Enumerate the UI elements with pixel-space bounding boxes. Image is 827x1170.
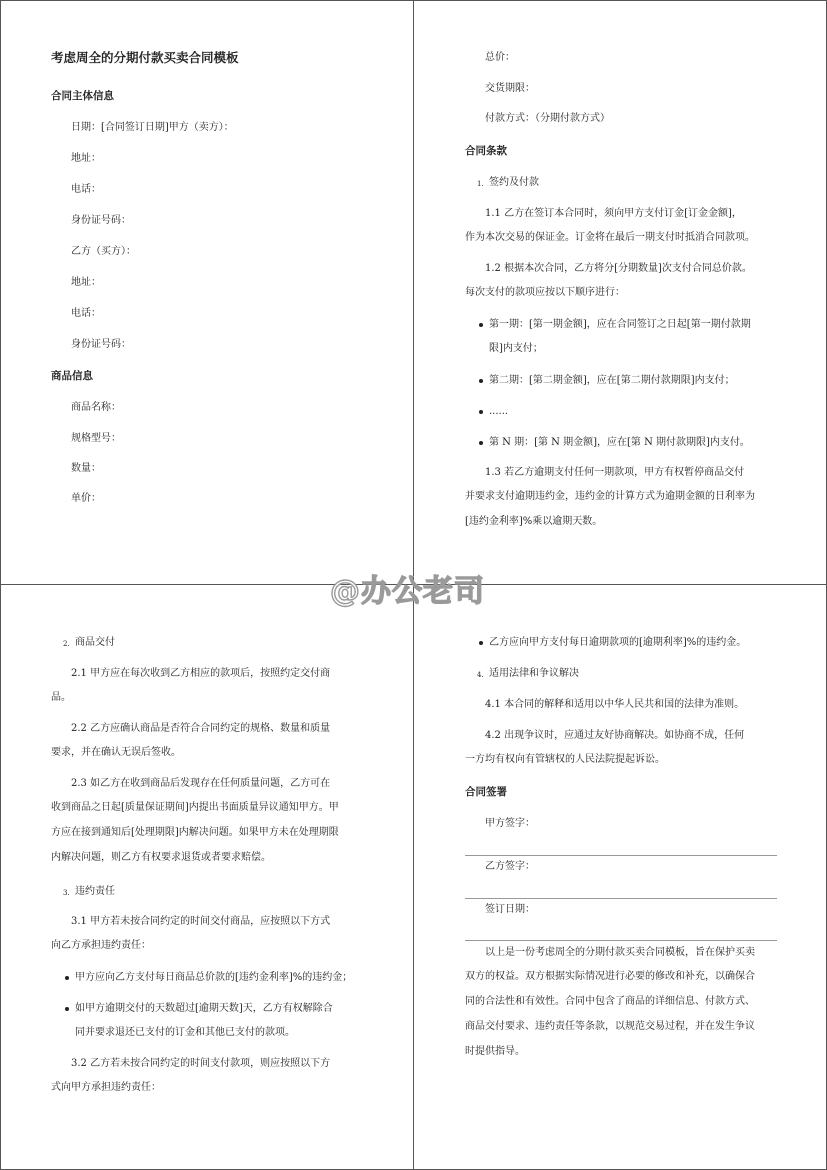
penalty-seller-1: 甲方应向乙方支付每日商品总价款的[违约金利率]%的违约金； xyxy=(75,972,353,983)
party-b-address: 地址： xyxy=(71,277,101,288)
party-b-signature-line xyxy=(465,898,777,899)
date-line: 日期：[合同签订日期]甲方（卖方）： xyxy=(71,122,234,133)
section-3-title: 违约责任 xyxy=(75,886,115,897)
clause-4-2-line1: 4.2 出现争议时，应通过友好协商解决。如协商不成，任何 xyxy=(485,730,745,741)
clause-1-1-line2: 作为本次交易的保证金。订金将在最后一期支付时抵消合同款项。 xyxy=(465,232,755,243)
party-a-address: 地址： xyxy=(71,153,101,164)
installment-1-line2: 限]内支付； xyxy=(489,343,543,354)
installment-1-line1: 第一期：[第一期金额]，应在合同签订之日起[第一期付款期 xyxy=(489,319,751,330)
clause-2-3-line3: 方应在接到通知后[处理期限]内解决问题。如果甲方未在处理期限 xyxy=(51,827,339,838)
goods-quantity: 数量： xyxy=(71,463,101,474)
section-3-number: 3. xyxy=(63,889,70,897)
delivery-term: 交货期限： xyxy=(485,83,535,94)
party-b-id: 身份证号码： xyxy=(71,339,131,350)
clause-1-3-line1: 1.3 若乙方逾期支付任何一期款项，甲方有权暂停商品交付 xyxy=(485,467,745,478)
clause-3-1-line1: 3.1 甲方若未按合同约定的时间交付商品，应按照以下方式 xyxy=(71,916,331,927)
party-b-label: 乙方（买方）： xyxy=(71,246,136,257)
closing-line5: 时提供指导。 xyxy=(465,1046,525,1057)
closing-line2: 双方的权益。双方根据实际情况进行必要的修改和补充，以确保合 xyxy=(465,971,755,982)
watermark: @办公老司 xyxy=(330,574,485,609)
party-a-phone: 电话： xyxy=(71,184,101,195)
clause-2-3-line2: 收到商品之日起[质量保证期间]内提出书面质量异议通知甲方。甲 xyxy=(51,802,339,813)
party-a-id: 身份证号码： xyxy=(71,215,131,226)
penalty-buyer: 乙方应向甲方支付每日逾期款项的[逾期利率]%的违约金。 xyxy=(489,637,747,648)
signing-date-line xyxy=(465,940,777,941)
goods-heading: 商品信息 xyxy=(51,370,93,382)
clause-2-2-line1: 2.2 乙方应确认商品是否符合合同约定的规格、数量和质量 xyxy=(71,723,331,734)
section-4-number: 4. xyxy=(477,671,484,679)
installment-n: 第 N 期：[第 N 期金额]，应在[第 N 期付款期限]内支付。 xyxy=(489,437,750,448)
clause-4-1: 4.1 本合同的解释和适用以中华人民共和国的法律为准则。 xyxy=(485,699,745,710)
goods-spec: 规格型号： xyxy=(71,433,121,444)
bullet-dot xyxy=(479,641,483,645)
clause-1-3-line2: 并要求支付逾期违约金，违约金的计算方式为逾期金额的日利率为 xyxy=(465,491,755,502)
clause-3-2-line2: 式向甲方承担违约责任： xyxy=(51,1082,161,1093)
party-b-phone: 电话： xyxy=(71,308,101,319)
goods-name: 商品名称： xyxy=(71,402,121,413)
bullet-dot xyxy=(479,379,483,383)
section-1-title: 签约及付款 xyxy=(489,177,539,188)
section-2-title: 商品交付 xyxy=(75,637,115,648)
party-a-signature-line xyxy=(465,855,777,856)
clause-2-2-line2: 要求，并在确认无误后签收。 xyxy=(51,747,181,758)
payment-method: 付款方式：（分期付款方式） xyxy=(485,113,610,124)
document-title: 考虑周全的分期付款买卖合同模板 xyxy=(51,50,239,65)
total-price: 总价： xyxy=(485,52,515,63)
party-b-signature-label: 乙方签字： xyxy=(485,861,535,872)
closing-line3: 同的合法性和有效性。合同中包含了商品的详细信息、付款方式、 xyxy=(465,996,755,1007)
clause-1-3-line3: [违约金利率]%乘以逾期天数。 xyxy=(465,516,603,527)
party-heading: 合同主体信息 xyxy=(51,90,114,102)
closing-line1: 以上是一份考虑周全的分期付款买卖合同模板，旨在保护买卖 xyxy=(485,947,755,958)
signing-heading: 合同签署 xyxy=(465,786,507,798)
terms-heading: 合同条款 xyxy=(465,145,507,157)
clause-2-3-line1: 2.3 如乙方在收到商品后发现存在任何质量问题，乙方可在 xyxy=(71,778,331,789)
signing-date-label: 签订日期： xyxy=(485,904,535,915)
clause-3-2-line1: 3.2 乙方若未按合同约定的时间支付款项，则应按照以下方 xyxy=(71,1058,331,1069)
penalty-seller-2-line1: 如甲方逾期交付的天数超过[逾期天数]天，乙方有权解除合 xyxy=(75,1003,333,1014)
bullet-dot xyxy=(65,1007,69,1011)
party-a-signature-label: 甲方签字： xyxy=(485,818,535,829)
bullet-dot xyxy=(65,976,69,980)
clause-4-2-line2: 一方均有权向有管辖权的人民法院提起诉讼。 xyxy=(465,754,665,765)
clause-3-1-line2: 向乙方承担违约责任： xyxy=(51,940,151,951)
bullet-dot xyxy=(479,410,483,414)
goods-unit-price: 单价： xyxy=(71,493,101,504)
installment-ellipsis: ...... xyxy=(489,406,509,417)
clause-2-1-line1: 2.1 甲方应在每次收到乙方相应的款项后，按照约定交付商 xyxy=(71,668,331,679)
clause-2-3-line4: 内解决问题，则乙方有权要求退货或者要求赔偿。 xyxy=(51,852,271,863)
penalty-seller-2-line2: 同并要求退还已支付的订金和其他已支付的款项。 xyxy=(75,1027,295,1038)
section-2-number: 2. xyxy=(63,640,70,648)
clause-1-1-line1: 1.1 乙方在签订本合同时，须向甲方支付订金[订金金额]， xyxy=(485,208,742,219)
bullet-dot xyxy=(479,323,483,327)
section-4-title: 适用法律和争议解决 xyxy=(489,668,579,679)
clause-2-1-line2: 品。 xyxy=(51,692,71,703)
section-1-number: 1. xyxy=(477,180,484,188)
installment-2: 第二期：[第二期金额]，应在[第二期付款期限]内支付； xyxy=(489,375,735,386)
bullet-dot xyxy=(479,441,483,445)
closing-line4: 商品交付要求、违约责任等条款，以规范交易过程，并在发生争议 xyxy=(465,1021,755,1032)
clause-1-2-line1: 1.2 根据本次合同，乙方将分[分期数量]次支付合同总价款。 xyxy=(485,263,752,274)
clause-1-2-line2: 每次支付的款项应按以下顺序进行： xyxy=(465,287,625,298)
